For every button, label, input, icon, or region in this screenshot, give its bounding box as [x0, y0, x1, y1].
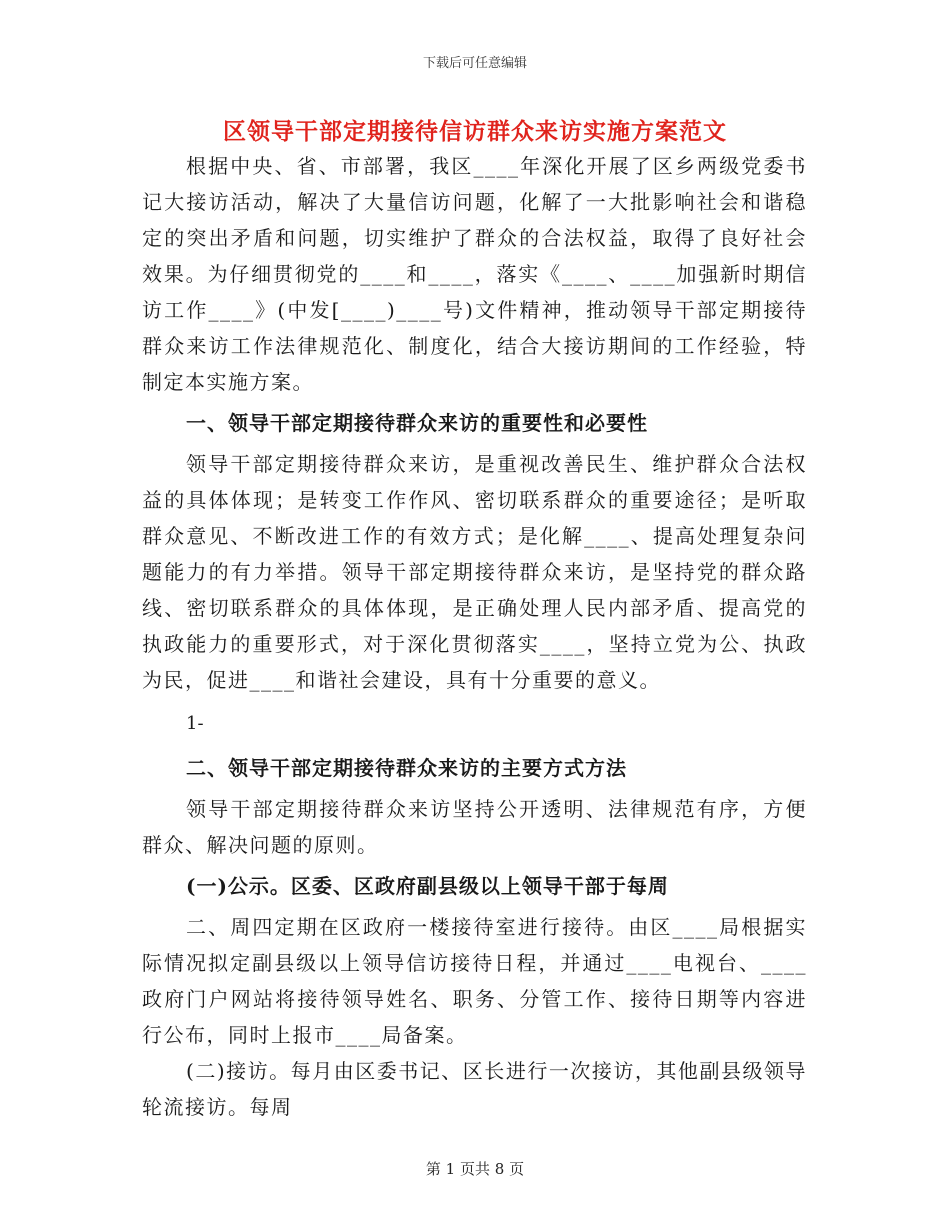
subsection-heading-publicity: (一)公示。区委、区政府副县级以上领导干部于每周 [186, 874, 669, 898]
intro-paragraph: 根据中央、省、市部署，我区____年深化开展了区乡两级党委书记大接访活动，解决了大量信访问题，化解了一大批影响社会和谐稳定的突出矛盾和问题，切实维护了群众的合法权益，取得了良好社会效果。为仔细贯彻党的____和____，落实《____、____加强新时期信访工作____》(中发[____)____号)文件精神，推动领导干部定期接待群众来访工作法律规范化、制度化，结合大接访期间的工作经验，特制定本实施方案。 [142, 154, 807, 394]
page-marker: 1- [186, 713, 204, 734]
section-1-paragraph: 领导干部定期接待群众来访，是重视改善民生、维护群众合法权益的具体体现；是转变工作作风、密切联系群众的重要途径；是听取群众意见、不断改进工作的有效方式；是化解____、提高处理复杂问题能力的有力举措。领导干部定期接待群众来访，是坚持党的群众路线、密切联系群众的具体体现，是正确处理人民内部矛盾、提高党的执政能力的重要形式，对于深化贯彻落实____，坚持立党为公、执政为民，促进____和谐社会建设，具有十分重要的意义。 [142, 452, 807, 692]
section-heading-1: 一、领导干部定期接待群众来访的重要性和必要性 [186, 411, 648, 435]
publicity-paragraph: 二、周四定期在区政府一楼接待室进行接待。由区____局根据实际情况拟定副县级以上领导信访接待日程，并通过____电视台、____政府门户网站将接待领导姓名、职务、分管工作、接待日期等内容进行公布，同时上报市____局备案。 [142, 915, 807, 1047]
header-note: 下载后可任意编辑 [422, 56, 527, 71]
document-title: 区领导干部定期接待信访群众来访实施方案范文 [223, 118, 727, 145]
reception-paragraph: (二)接访。每月由区委书记、区长进行一次接访，其他副县级领导轮流接访。每周 [142, 1059, 807, 1119]
page-footer: 第 1 页共 8 页 [425, 1160, 525, 1178]
section-2-paragraph: 领导干部定期接待群众来访坚持公开透明、法律规范有序，方便群众、解决问题的原则。 [142, 797, 807, 857]
section-heading-2: 二、领导干部定期接待群众来访的主要方式方法 [186, 756, 627, 780]
document-body [142, 148, 807, 1125]
